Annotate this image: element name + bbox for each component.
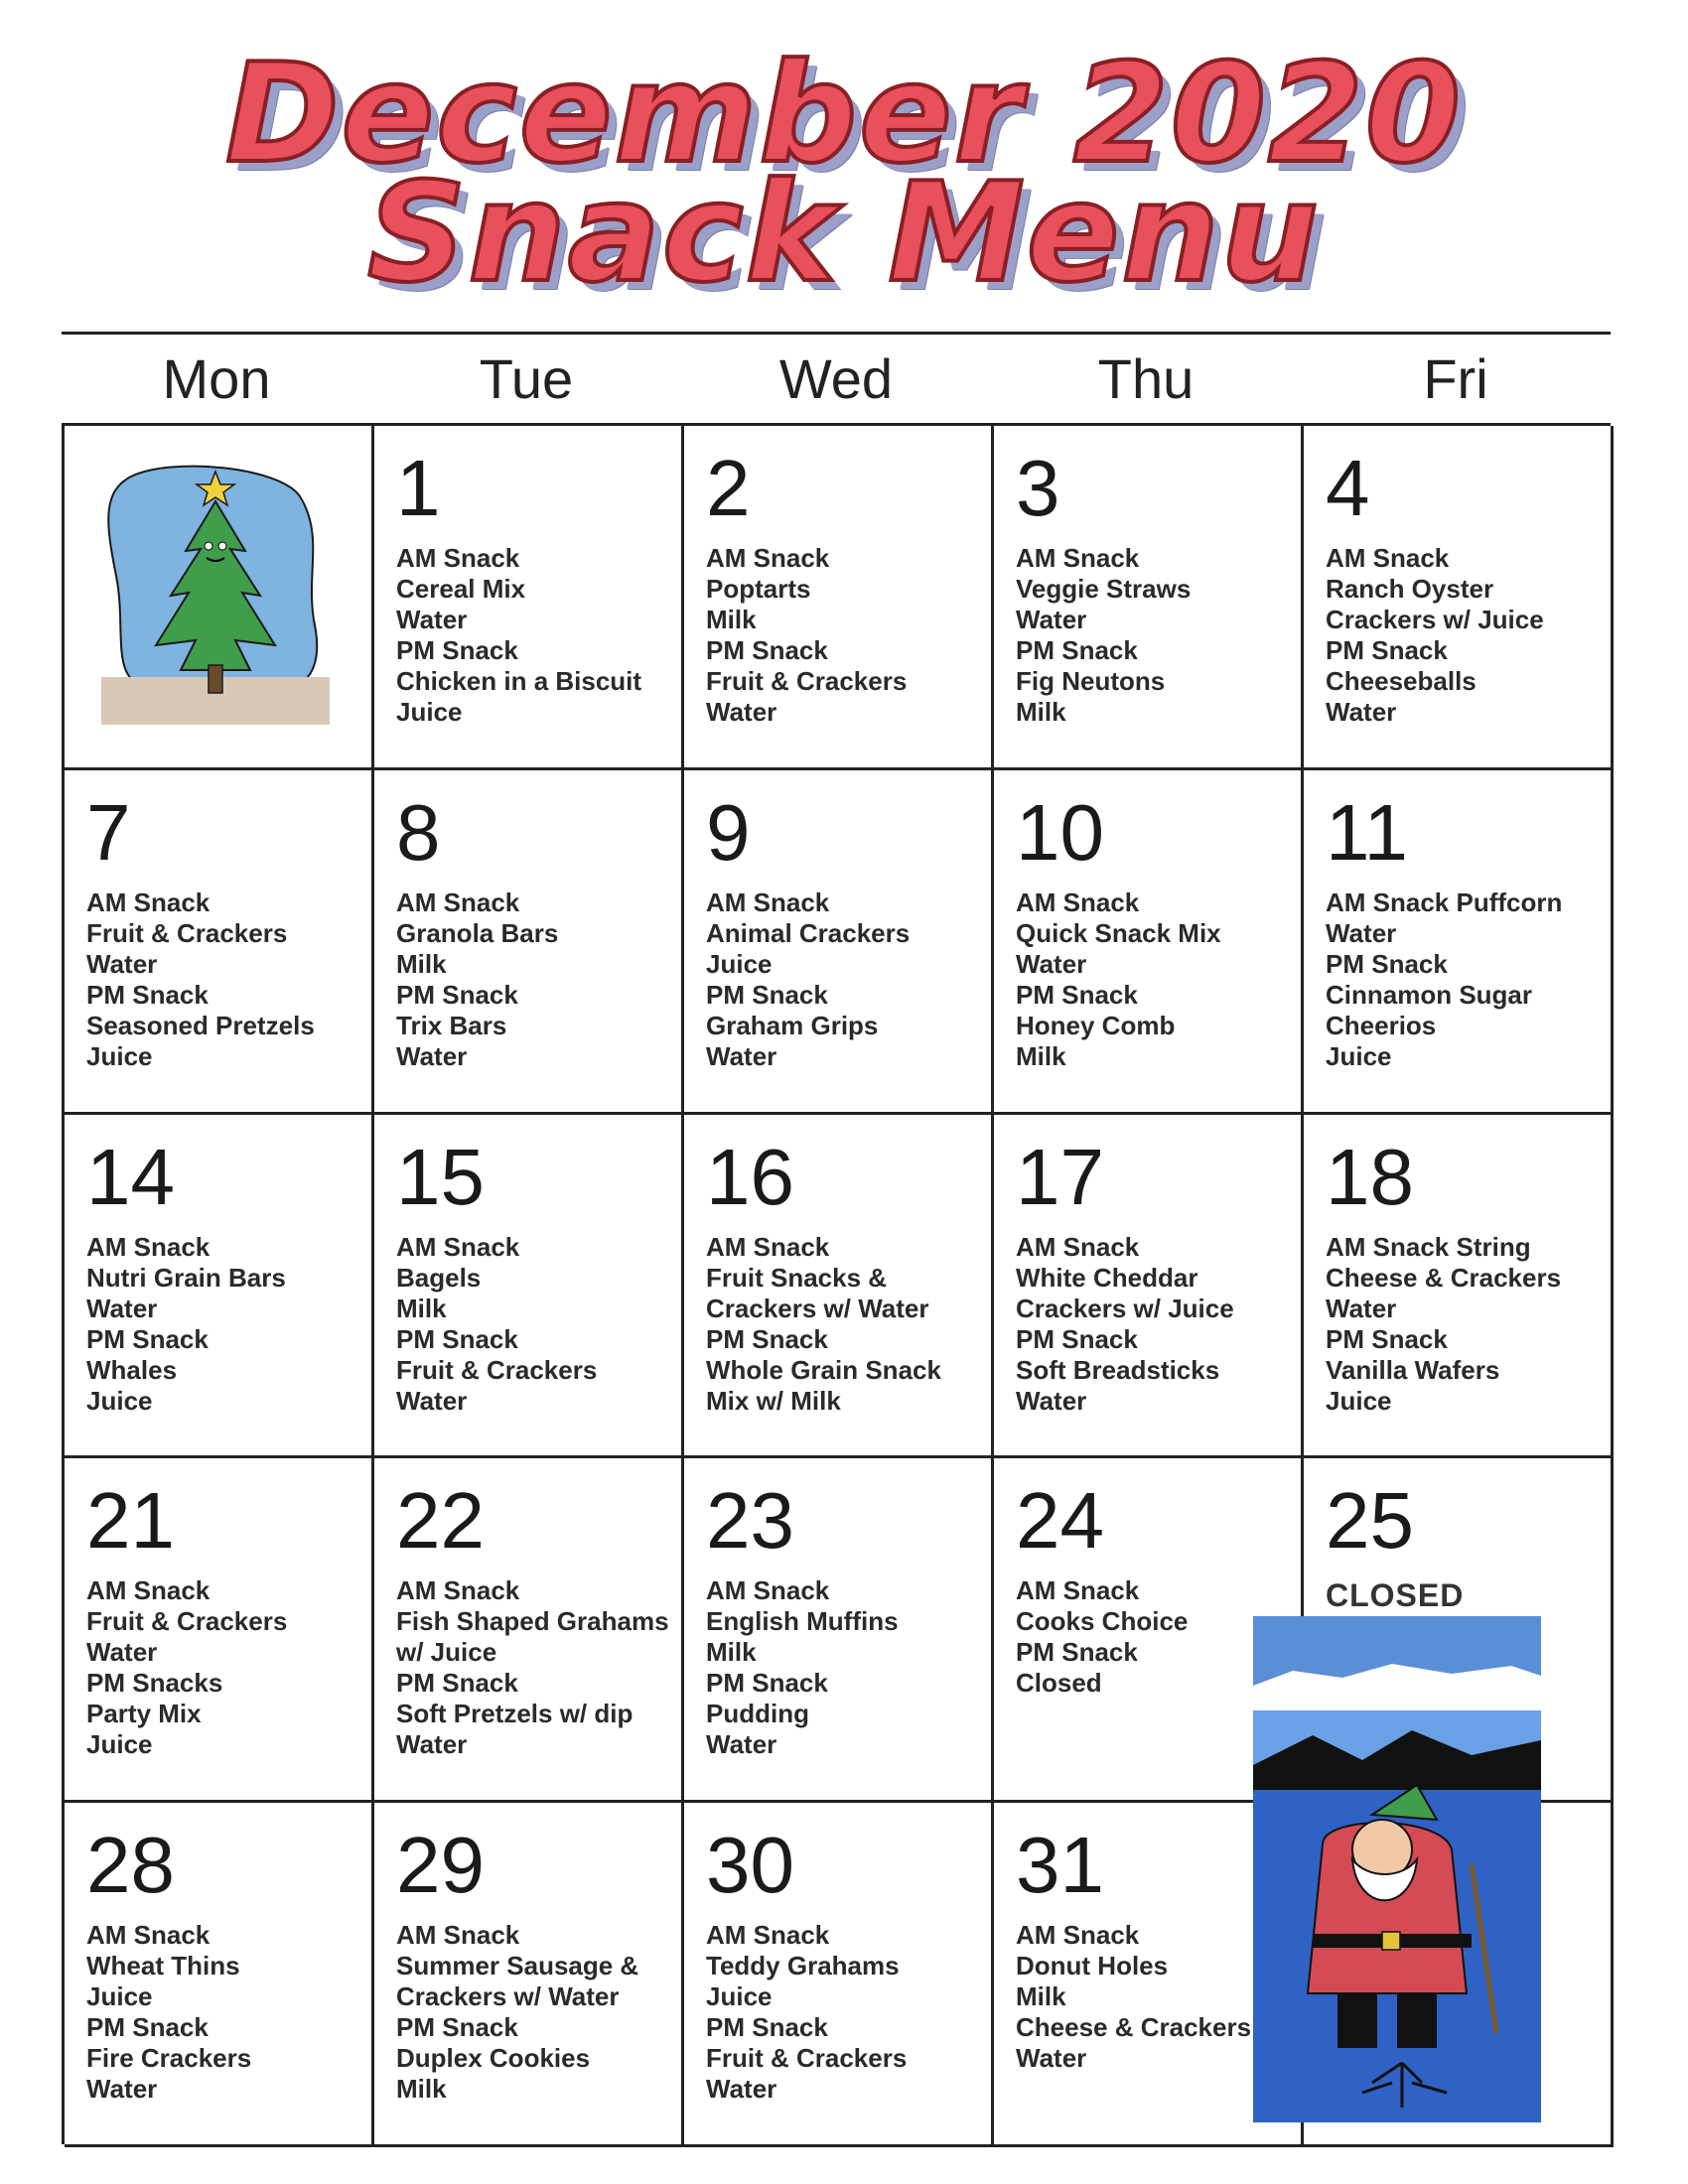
menu-item: PM Snack (1326, 1323, 1448, 1354)
menu-item: Fruit & Crackers (706, 666, 908, 696)
menu-item: Cereal Mix (396, 574, 526, 604)
menu-item: Milk (1016, 697, 1066, 727)
menu-item: AM Snack (86, 1920, 211, 1951)
menu-item: AM Snack (86, 1575, 211, 1606)
day-number: 22 (396, 1476, 485, 1566)
menu-item: Duplex Cookies (396, 2043, 591, 2074)
menu-item: Teddy Grahams (706, 1951, 900, 1981)
menu-item: Milk (706, 1637, 757, 1668)
menu-item: AM Snack (1016, 543, 1140, 573)
menu-item: Water (1326, 1293, 1397, 1323)
menu-item: Closed (1016, 1668, 1102, 1699)
top-divider (62, 332, 1611, 335)
day-number: 3 (1016, 444, 1060, 532)
day-number: 17 (1016, 1132, 1104, 1221)
menu-item: Seasoned Pretzels (86, 1010, 315, 1040)
menu-item: AM Snack (396, 543, 520, 573)
menu-item: Summer Sausage & (396, 1951, 639, 1981)
menu-item: PM Snack (1016, 1637, 1138, 1668)
day-cell (65, 1115, 374, 1459)
menu-item: PM Snack (706, 2012, 828, 2043)
menu-item: AM Snack (396, 1231, 520, 1262)
day-number: 7 (86, 787, 131, 877)
closed-label: CLOSED (1326, 1577, 1465, 1614)
day-number: 21 (86, 1476, 175, 1566)
day-cell (994, 770, 1304, 1115)
day-cell (1304, 1115, 1614, 1459)
menu-item: Water (706, 2074, 777, 2105)
menu-item: Pudding (706, 1699, 809, 1729)
santa-scene-icon (1253, 1616, 1541, 2122)
menu-item: Juice (396, 697, 463, 727)
menu-item: AM Snack (1326, 543, 1450, 573)
menu-item: PM Snack (706, 979, 828, 1010)
menu-item: Whales (86, 1354, 178, 1385)
weekday-thu: Thu (1097, 347, 1195, 410)
menu-item: Milk (396, 2074, 447, 2105)
menu-item: AM Snack (1016, 887, 1140, 917)
menu-item: Water (396, 1385, 468, 1416)
menu-item: Fruit Snacks & (706, 1262, 888, 1293)
menu-item: AM Snack (396, 1575, 520, 1606)
day-cell (994, 1115, 1304, 1459)
day-number: 24 (1016, 1476, 1104, 1566)
menu-item: Fruit & Crackers (86, 917, 288, 948)
menu-item: Granola Bars (396, 917, 559, 948)
menu-item: AM Snack (396, 887, 520, 917)
menu-item: PM Snack (706, 635, 828, 665)
menu-item: Juice (86, 1040, 153, 1071)
menu-item: Cinnamon Sugar (1326, 979, 1533, 1010)
day-number: 14 (86, 1132, 175, 1221)
menu-item: AM Snack (1016, 1575, 1140, 1606)
day-cell (684, 1458, 994, 1803)
menu-item: Fruit & Crackers (706, 2043, 908, 2074)
menu-item: AM Snack (706, 1231, 830, 1262)
menu-item: Juice (1326, 1040, 1392, 1071)
menu-item: Poptarts (706, 574, 811, 604)
menu-item: Water (1016, 605, 1087, 634)
weekday-tue: Tue (479, 347, 574, 410)
day-number: 1 (396, 444, 441, 532)
menu-item: PM Snack (1326, 948, 1448, 979)
menu-item: Cooks Choice (1016, 1606, 1189, 1637)
menu-item: Crackers w/ Juice (1016, 1293, 1234, 1323)
menu-title (79, 34, 1609, 313)
menu-item: Crackers w/ Juice (1326, 605, 1544, 634)
day-cell (374, 426, 684, 770)
menu-item: Cheese & Crackers (1016, 2012, 1252, 2043)
day-cell (684, 770, 994, 1115)
menu-item: Fig Neutons (1016, 666, 1166, 696)
day-number: 30 (706, 1821, 794, 1910)
menu-item: Fruit & Crackers (396, 1354, 598, 1385)
menu-item: PM Snack (1326, 635, 1448, 665)
menu-item: PM Snack (86, 979, 209, 1010)
menu-item: PM Snack (396, 1668, 518, 1699)
menu-item: Water (706, 697, 777, 727)
menu-item: Veggie Straws (1016, 574, 1192, 604)
day-cell (65, 1803, 374, 2147)
menu-item: AM Snack (706, 887, 830, 917)
day-cell (374, 1458, 684, 1803)
day-cell (374, 1115, 684, 1459)
menu-item: Water (1016, 2043, 1087, 2074)
christmas-tree-icon (101, 457, 330, 725)
day-number: 29 (396, 1821, 485, 1910)
menu-item: Water (1326, 697, 1397, 727)
menu-item: Cheeseballs (1326, 666, 1477, 696)
menu-item: PM Snack (1016, 979, 1138, 1010)
menu-item: Water (396, 1040, 468, 1071)
menu-item: PM Snack (396, 635, 518, 665)
weekday-fri: Fri (1423, 347, 1488, 410)
title-line-2: Snack Menu (367, 153, 1321, 313)
menu-item: Wheat Thins (86, 1951, 240, 1981)
menu-item: AM Snack Puffcorn (1326, 887, 1563, 917)
day-number: 2 (706, 444, 751, 532)
day-number: 23 (706, 1476, 794, 1566)
menu-item: Milk (1016, 1040, 1066, 1071)
menu-item: Fruit & Crackers (86, 1606, 288, 1637)
menu-item: Graham Grips (706, 1010, 879, 1040)
day-number: 8 (396, 787, 441, 877)
weekday-wed: Wed (778, 347, 894, 410)
menu-item: Juice (1326, 1385, 1392, 1416)
menu-item: PM Snack (396, 1323, 518, 1354)
menu-item: AM Snack (706, 1920, 830, 1951)
menu-item: Water (706, 1729, 777, 1760)
menu-item: Water (86, 1637, 158, 1668)
menu-item: Crackers w/ Water (706, 1293, 929, 1323)
menu-item: Soft Pretzels w/ dip (396, 1699, 633, 1729)
menu-item: PM Snack (706, 1668, 828, 1699)
menu-item: Juice (86, 1729, 153, 1760)
menu-item: Water (1326, 917, 1397, 948)
menu-item: Juice (706, 948, 773, 979)
day-number: 16 (706, 1132, 794, 1221)
day-number: 18 (1326, 1132, 1414, 1221)
menu-item: Trix Bars (396, 1010, 507, 1040)
menu-item: Party Mix (86, 1699, 202, 1729)
day-number: 11 (1326, 787, 1409, 877)
day-cell (374, 770, 684, 1115)
menu-item: AM Snack (86, 887, 211, 917)
menu-item: Milk (706, 605, 757, 634)
menu-item: Milk (396, 948, 447, 979)
menu-item: Water (86, 948, 158, 979)
menu-item: White Cheddar (1016, 1262, 1198, 1293)
weekday-header (62, 340, 1611, 419)
menu-item: Fish Shaped Grahams (396, 1606, 669, 1637)
day-number: 10 (1016, 787, 1104, 877)
menu-item: PM Snack (1016, 1323, 1138, 1354)
menu-item: PM Snack (396, 979, 518, 1010)
menu-item: Whole Grain Snack (706, 1354, 941, 1385)
menu-item: Honey Comb (1016, 1010, 1176, 1040)
day-number: 4 (1326, 444, 1370, 532)
day-cell (684, 1115, 994, 1459)
day-cell (65, 770, 374, 1115)
menu-item: PM Snack (86, 1323, 209, 1354)
menu-item: English Muffins (706, 1606, 899, 1637)
day-cell (65, 1458, 374, 1803)
menu-item: Milk (396, 1293, 447, 1323)
menu-item: Donut Holes (1016, 1951, 1169, 1981)
menu-item: Quick Snack Mix (1016, 917, 1221, 948)
menu-item: PM Snacks (86, 1668, 223, 1699)
menu-item: w/ Juice (396, 1637, 497, 1668)
menu-item: PM Snack (1016, 635, 1138, 665)
day-number: 15 (396, 1132, 485, 1221)
menu-item: Water (396, 1729, 468, 1760)
menu-item: Water (86, 1293, 158, 1323)
menu-item: Juice (86, 1385, 153, 1416)
menu-item: Fire Crackers (86, 2043, 252, 2074)
menu-item: AM Snack (86, 1231, 211, 1262)
menu-item: AM Snack (706, 543, 830, 573)
menu-item: Nutri Grain Bars (86, 1262, 286, 1293)
menu-item: AM Snack String (1326, 1231, 1531, 1262)
day-number: 9 (706, 787, 751, 877)
day-number: 31 (1016, 1821, 1104, 1910)
day-cell (1304, 770, 1614, 1115)
menu-item: Mix w/ Milk (706, 1385, 841, 1416)
menu-item: AM Snack (1016, 1231, 1140, 1262)
title-line-1: December 2020 (225, 34, 1463, 194)
day-cell (1304, 426, 1614, 770)
menu-item: Vanilla Wafers (1326, 1354, 1500, 1385)
day-cell (994, 426, 1304, 770)
menu-item: Chicken in a Biscuit (396, 666, 642, 696)
menu-item: AM Snack (706, 1575, 830, 1606)
menu-item: Water (1016, 948, 1087, 979)
menu-item: Juice (86, 1981, 153, 2012)
menu-item: Crackers w/ Water (396, 1981, 620, 2012)
menu-item: Water (86, 2074, 158, 2105)
menu-item: Water (706, 1040, 777, 1071)
day-number: 25 (1326, 1476, 1414, 1566)
day-number: 28 (86, 1821, 175, 1910)
weekday-mon: Mon (162, 347, 271, 410)
menu-item: Water (396, 605, 468, 634)
menu-item: Animal Crackers (706, 917, 911, 948)
menu-item: Soft Breadsticks (1016, 1354, 1220, 1385)
menu-item: PM Snack (86, 2012, 209, 2043)
day-cell (684, 1803, 994, 2147)
menu-item: AM Snack (396, 1920, 520, 1951)
day-cell (684, 426, 994, 770)
menu-item: Cheese & Crackers (1326, 1262, 1562, 1293)
menu-item: Juice (706, 1981, 773, 2012)
menu-item: PM Snack (396, 2012, 518, 2043)
day-cell (374, 1803, 684, 2147)
menu-item: AM Snack (1016, 1920, 1140, 1951)
menu-item: Cheerios (1326, 1010, 1437, 1040)
menu-item: Milk (1016, 1981, 1066, 2012)
menu-item: Bagels (396, 1262, 482, 1293)
menu-item: Ranch Oyster (1326, 574, 1494, 604)
menu-item: PM Snack (706, 1323, 828, 1354)
menu-item: Water (1016, 1385, 1087, 1416)
